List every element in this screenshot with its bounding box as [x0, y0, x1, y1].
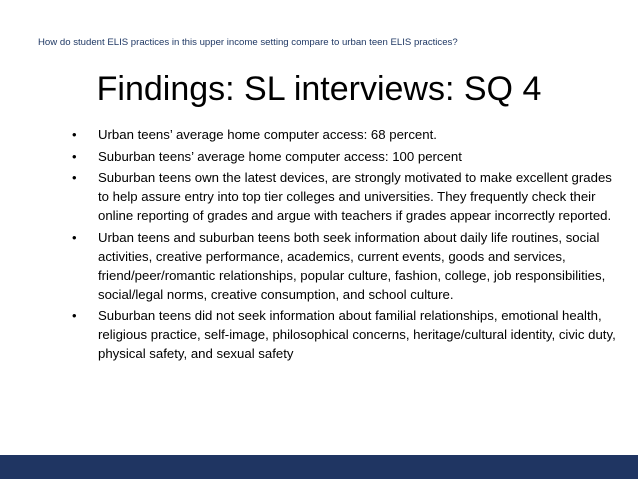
- bullet-text: Suburban teens did not seek information about familial relationships, emotional health, religious practice, self-image, philosophical concerns, heritage/cultural identity, civic duty, physical safety, and sexual safety: [98, 308, 616, 361]
- bullet-text: Suburban teens’ average home computer access: 100 percent: [98, 148, 462, 164]
- slide-title: Findings: SL interviews: SQ 4: [96, 70, 542, 108]
- bullet-item: [72, 147, 624, 166]
- bullet-item: [72, 228, 624, 304]
- bullet-text: Suburban teens own the latest devices, are strongly motivated to make excellent grades to help assure entry into top tier colleges and universities. They frequently check their online reporting of grades and argue with teachers if grades appear incorrectly reported.: [98, 170, 612, 223]
- bullet-dot-icon: •: [72, 148, 77, 164]
- bullet-dot-icon: •: [72, 308, 77, 323]
- bullet-dot-icon: •: [72, 170, 77, 185]
- footer-bar: [0, 455, 638, 479]
- header-question: How do student ELIS practices in this upper income setting compare to urban teen ELIS practices?: [38, 37, 458, 48]
- bullet-item: [72, 168, 624, 225]
- bullet-dot-icon: •: [72, 127, 77, 142]
- bullet-dot-icon: •: [72, 229, 77, 245]
- bullet-text: Urban teens’ average home computer access: 68 percent.: [98, 127, 437, 142]
- bullet-item: [72, 306, 624, 363]
- bullet-item: [72, 125, 624, 144]
- bullet-text: Urban teens and suburban teens both seek information about daily life routines, social activities, creative performance, academics, current events, goods and services, friend/peer/romantic relationships, popular culture, fashion, college, job responsibilities, social/legal norms, creative consumption, and school culture.: [98, 229, 606, 302]
- bullet-list: [72, 125, 624, 366]
